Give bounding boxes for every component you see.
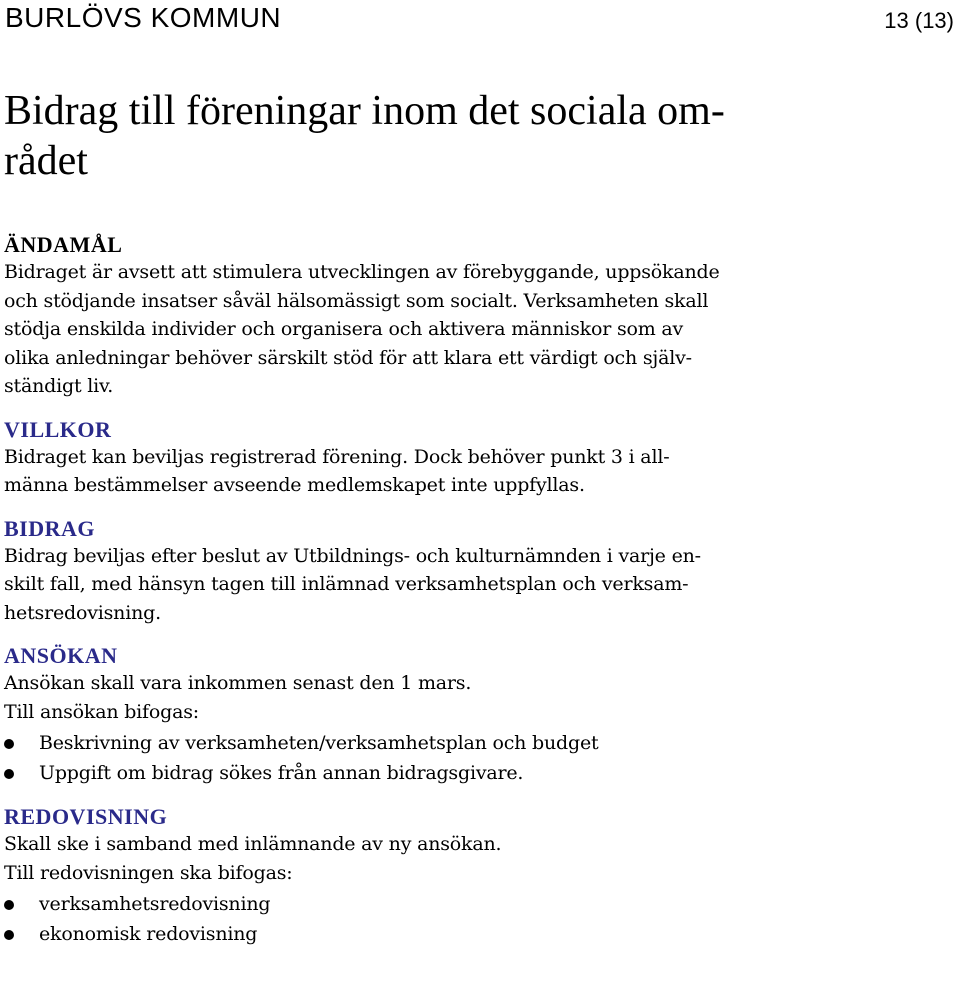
text-line: ständigt liv. (4, 375, 114, 397)
bullet-icon (4, 930, 14, 940)
list-item-text: Beskrivning av verksamheten/verksamhetsplan och budget (39, 732, 599, 754)
page-number: 13 (13) (884, 8, 954, 33)
section-heading-villkor: VILLKOR (4, 416, 112, 442)
text-line: Till redovisningen ska bifogas: (4, 861, 293, 884)
attachment-list (4, 728, 944, 788)
section-villkor (4, 417, 944, 500)
list-item (4, 758, 944, 788)
section-heading-redovisning: REDOVISNING (4, 804, 168, 829)
text-line: Ansökan skall vara inkommen senast den 1 mars. (4, 672, 472, 694)
section-heading-andamal: ÄNDAMÅL (4, 232, 123, 257)
text-line: Skall ske i samband med inlämnande av ny ansökan. (4, 833, 502, 855)
text-line: och stödjande insatser såväl hälsomässigt som socialt. Verksamheten skall (4, 289, 709, 312)
text-line: skilt fall, med hänsyn tagen till inlämnad verksamhetsplan och verksam- (4, 573, 689, 595)
section-text-ansokan (4, 669, 944, 726)
section-text-redovisning (4, 830, 944, 887)
text-line: olika anledningar behöver särskilt stöd för att klara ett värdigt och själv- (4, 346, 692, 369)
text-line: hetsredovisning. (4, 601, 161, 624)
text-line: männa bestämmelser avseende medlemskapet inte uppfyllas. (4, 474, 585, 496)
section-text-bidrag (4, 542, 944, 628)
report-attachment-list (4, 889, 944, 949)
list-item (4, 728, 944, 758)
list-item (4, 919, 944, 949)
list-item (4, 889, 944, 919)
title-line-2: rådet (4, 138, 88, 184)
text-line: stödja enskilda individer och organisera och aktivera människor som av (4, 318, 684, 340)
text-line: Bidraget kan beviljas registrerad förening. Dock behöver punkt 3 i all- (4, 445, 670, 468)
section-text-villkor (4, 443, 944, 500)
title-line-1: Bidrag till föreningar inom det sociala om- (4, 88, 725, 134)
bullet-icon (4, 900, 14, 910)
text-line: Bidrag beviljas efter beslut av Utbildnings- och kulturnämnden i varje en- (4, 544, 701, 567)
section-ansokan (4, 643, 944, 788)
list-item-text: Uppgift om bidrag sökes från annan bidragsgivare. (39, 762, 524, 784)
organization-name: BURLÖVS KOMMUN (5, 2, 282, 33)
page-title (4, 86, 904, 186)
list-item-text: ekonomisk redovisning (39, 923, 258, 945)
section-heading-bidrag: BIDRAG (4, 515, 96, 541)
document-body (4, 232, 944, 965)
page-header (0, 0, 960, 40)
text-line: Till ansökan bifogas: (4, 700, 199, 723)
bullet-icon (4, 739, 14, 749)
section-text-andamal (4, 258, 944, 401)
section-heading-ansokan: ANSÖKAN (4, 643, 118, 668)
text-line: Bidraget är avsett att stimulera utvecklingen av förebyggande, uppsökande (4, 261, 720, 283)
list-item-text: verksamhetsredovisning (39, 893, 271, 915)
section-andamal (4, 232, 944, 401)
section-redovisning (4, 804, 944, 949)
section-bidrag (4, 516, 944, 628)
bullet-icon (4, 769, 14, 779)
